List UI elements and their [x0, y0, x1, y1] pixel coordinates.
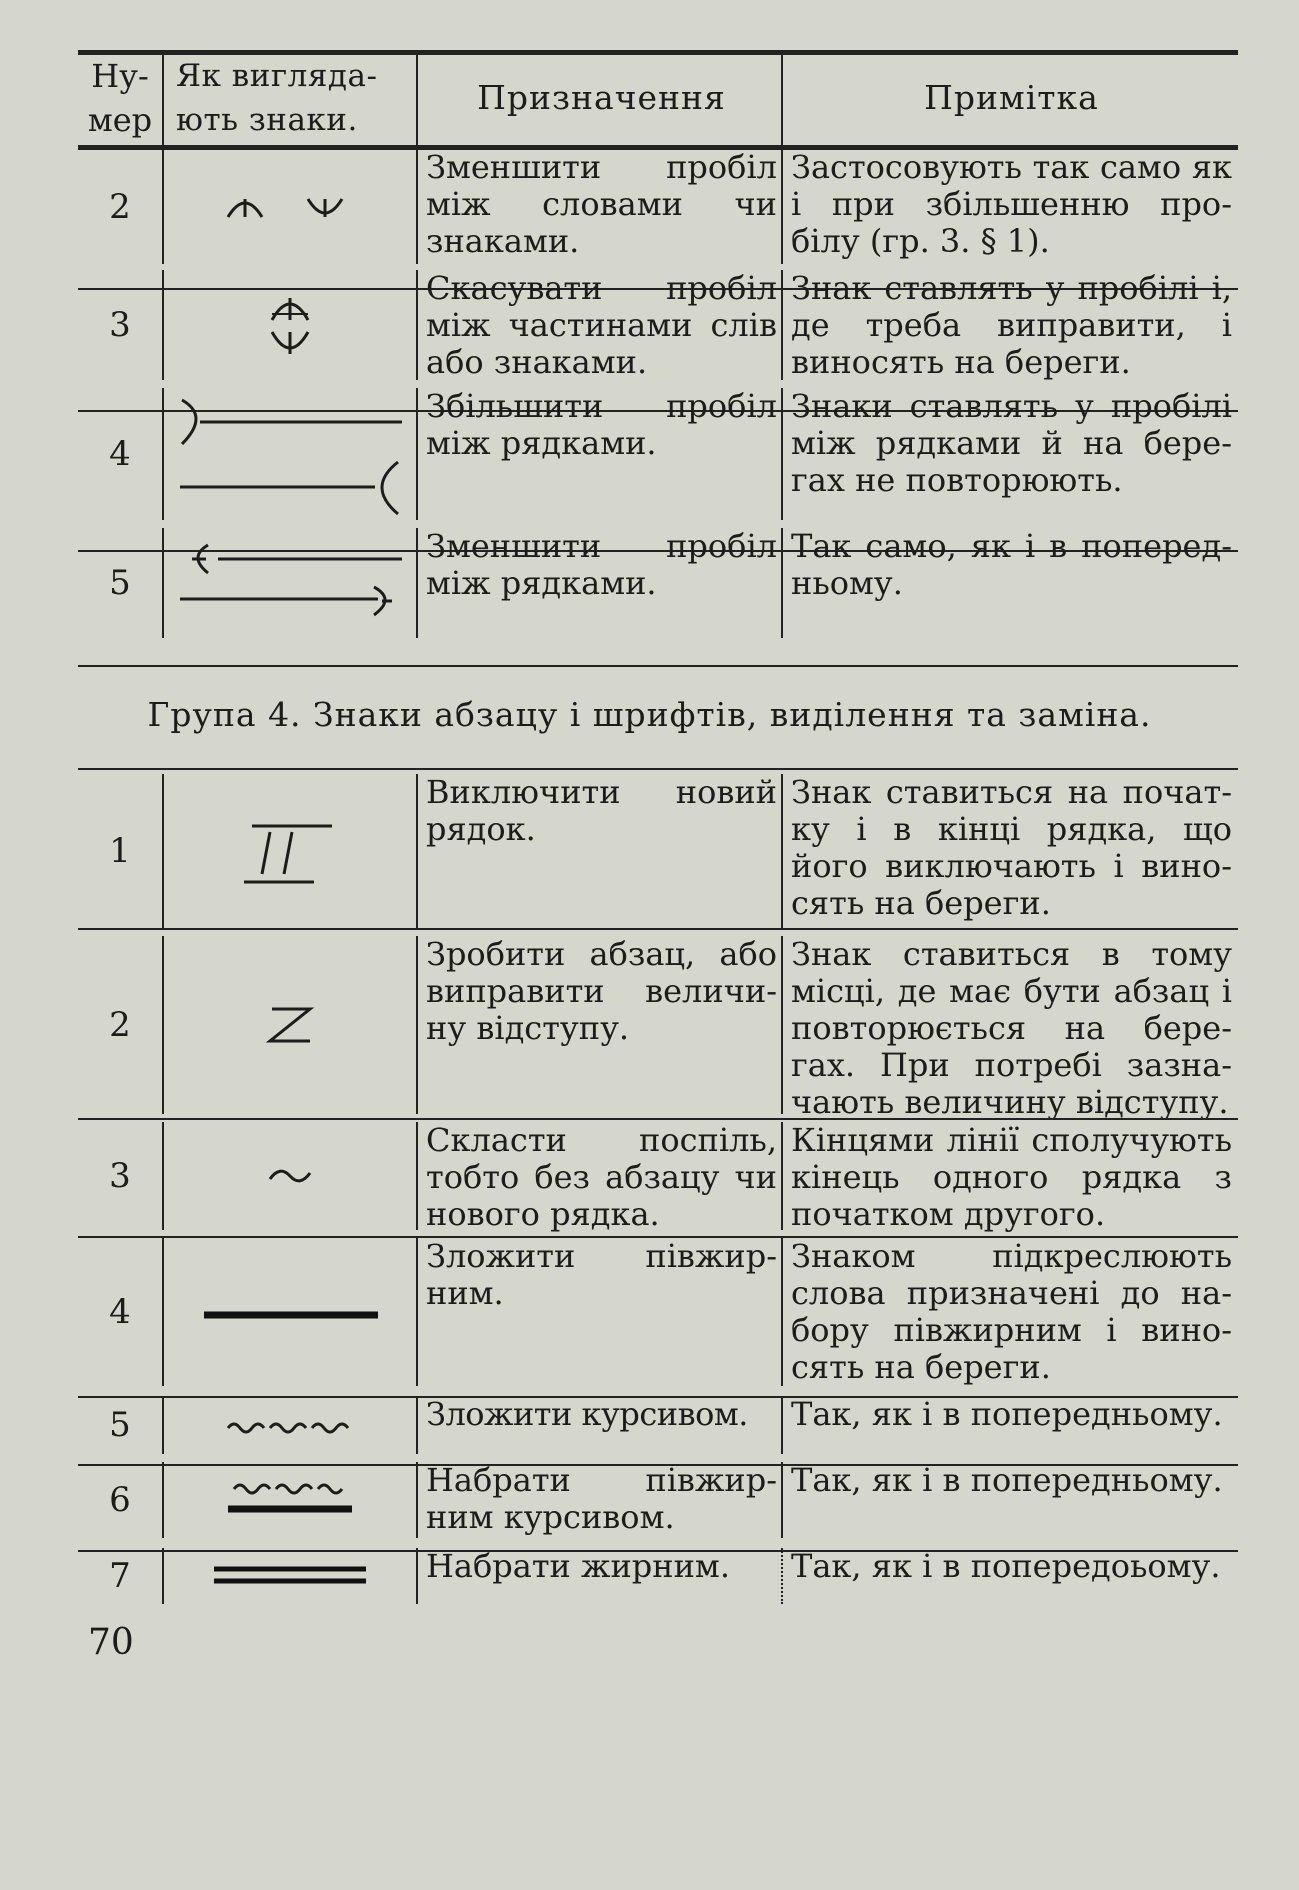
row-number: 4: [109, 434, 131, 474]
header-appearance: [162, 50, 416, 145]
semibold-underline-icon: [162, 1238, 416, 1386]
group-title: Група 4. Знаки абзацу і шрифтів, виділення та заміна.: [147, 695, 1152, 734]
row-purpose: Виключити новий рядок.: [416, 774, 781, 928]
row-purpose: Зробити абзац, або виправити величи-ну відступу.: [416, 936, 781, 1114]
header-number: [78, 50, 162, 145]
increase-line-space-icon: [162, 388, 416, 520]
header-number-line1: Ну-: [91, 56, 149, 95]
row-note: Знак ставиться в тому місці, де має бути абзац і повторюється на бере-гах. При потребі зазна-чають величину відступу.: [781, 936, 1238, 1114]
page-number: 70: [88, 1622, 134, 1663]
row-note: Так само, як і в поперед-ньому.: [781, 528, 1238, 638]
table-row: [78, 1230, 1238, 1386]
row-number: 3: [109, 305, 131, 345]
row-number: 4: [109, 1292, 131, 1332]
row-note: Кінцями лінії сполучують кінець одного рядка з початком другого.: [781, 1122, 1238, 1230]
reduce-space-word-icon: [162, 149, 416, 264]
row-note: Знак ставлять у пробілі і, де треба виправити, і виносять на береги.: [781, 270, 1238, 380]
row-note: Застосовують так само як і при збільшенню про-білу (гр. 3. § 1).: [781, 149, 1238, 264]
table-row: [78, 1538, 1238, 1604]
table-row: [78, 1386, 1238, 1454]
row-number: 6: [109, 1480, 131, 1520]
row-purpose: Набрати півжир-ним курсивом.: [416, 1462, 781, 1538]
semibold-italic-icon: [162, 1462, 416, 1538]
row-note: Знаком підкреслюють слова призначені до на-бору півжирним і вино-сять на береги.: [781, 1238, 1238, 1386]
row-number: 2: [109, 1005, 131, 1045]
header-purpose: Призначення: [416, 50, 781, 145]
row-number: 2: [109, 186, 131, 227]
row-purpose: Зложити курсивом.: [416, 1396, 781, 1454]
proofreading-table-group-4: [78, 768, 1238, 1604]
row-purpose: Скасувати пробіл між частинами слів або знаками.: [416, 270, 781, 380]
row-number: 5: [109, 1405, 131, 1445]
paragraph-icon: [162, 936, 416, 1114]
row-purpose: Скласти поспіль, тобто без абзацу чи нового рядка.: [416, 1122, 781, 1230]
row-number: 1: [109, 831, 131, 871]
row-note: Так, як і в попередньому.: [781, 1462, 1238, 1538]
header-appearance-line1: Як вигляда-: [176, 57, 378, 94]
table-row: [78, 768, 1238, 928]
new-line-icon: [162, 774, 416, 928]
table-row: [78, 270, 1238, 380]
table-row: [78, 528, 1238, 638]
bold-double-line-icon: [162, 1548, 416, 1604]
proofreading-table-group-3: [78, 50, 1238, 638]
italic-wavy-icon: [162, 1396, 416, 1454]
header-note: Примітка: [781, 50, 1238, 145]
row-note: Знаки ставлять у пробілі між рядками й на бере-гах не повторюють.: [781, 388, 1238, 520]
reduce-line-space-icon: [162, 528, 416, 638]
table-header: [78, 50, 1238, 145]
table-row: [78, 149, 1238, 264]
row-purpose: Зменшити пробіл між словами чи знаками.: [416, 149, 781, 264]
row-purpose: Зменшити пробіл між рядками.: [416, 528, 781, 638]
row-note: Так, як і в попередоьому.: [781, 1548, 1238, 1604]
table-row: [78, 1114, 1238, 1233]
table-row: [78, 1454, 1238, 1538]
table-row: [78, 928, 1238, 1121]
header-number-line2: мер: [87, 100, 153, 139]
table-row: [78, 388, 1238, 520]
row-note: Знак ставиться на почат-ку і в кінці рядка, що його виключають і вино-сять на береги.: [781, 774, 1238, 928]
row-number: 5: [109, 563, 131, 603]
row-purpose: Зложити півжир-ним.: [416, 1238, 781, 1386]
row-number: 3: [109, 1156, 131, 1196]
row-note: Так, як і в попередньому.: [781, 1396, 1238, 1454]
row-number: 7: [109, 1556, 131, 1596]
row-purpose: Набрати жирним.: [416, 1548, 781, 1604]
header-appearance-line2: ють знаки.: [176, 101, 358, 138]
run-on-icon: [162, 1122, 416, 1230]
remove-space-icon: [162, 270, 416, 380]
row-purpose: Збільшити пробіл між рядками.: [416, 388, 781, 520]
